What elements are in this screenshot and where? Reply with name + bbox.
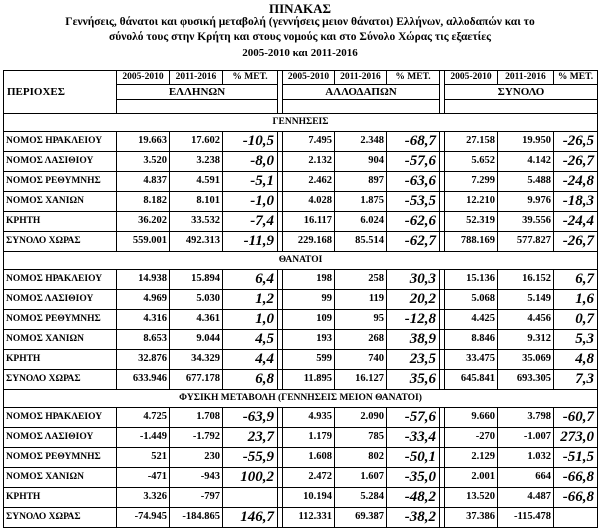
greeks-change-header: % ΜΕΤ.	[223, 71, 278, 85]
region-label: ΝΟΜΟΣ ΡΕΘΥΜΝΗΣ	[4, 448, 117, 468]
percent-change-cell: -7,4	[223, 212, 278, 232]
value-cell: 119	[335, 290, 387, 310]
region-label: ΝΟΜΟΣ ΛΑΣΙΘΙΟΥ	[4, 428, 117, 448]
value-cell: 1.708	[170, 408, 223, 428]
value-cell: 2.462	[283, 172, 335, 192]
total-change-header: % ΜΕΤ.	[554, 71, 598, 85]
percent-change-cell: -68,7	[387, 132, 440, 152]
value-cell: 5.030	[170, 290, 223, 310]
value-cell: 4.361	[170, 310, 223, 330]
region-label: ΣΥΝΟΛΟ ΧΩΡΑΣ	[4, 232, 117, 252]
percent-change-cell: 7,3	[554, 370, 598, 390]
value-cell: 8.101	[170, 192, 223, 212]
percent-change-cell: 35,6	[387, 370, 440, 390]
value-cell: 785	[335, 428, 387, 448]
value-cell: 693.305	[498, 370, 554, 390]
percent-change-cell: -26,5	[554, 132, 598, 152]
percent-change-cell: -48,2	[387, 488, 440, 508]
percent-change-cell: 100,2	[223, 468, 278, 488]
percent-change-cell: -35,0	[387, 468, 440, 488]
value-cell: -1.449	[117, 428, 170, 448]
table-row	[4, 448, 598, 468]
value-cell: -1.007	[498, 428, 554, 448]
region-label: ΝΟΜΟΣ ΗΡΑΚΛΕΙΟΥ	[4, 408, 117, 428]
value-cell: 32.876	[117, 350, 170, 370]
value-cell: 4.725	[117, 408, 170, 428]
value-cell: 2.090	[335, 408, 387, 428]
value-cell: 268	[335, 330, 387, 350]
value-cell: 16.117	[283, 212, 335, 232]
region-label: ΚΡΗΤΗ	[4, 212, 117, 232]
value-cell: 4.935	[283, 408, 335, 428]
value-cell: 198	[283, 270, 335, 290]
value-cell: 2.132	[283, 152, 335, 172]
percent-change-cell: -24,4	[554, 212, 598, 232]
percent-change-cell: 20,2	[387, 290, 440, 310]
table-row	[4, 508, 598, 528]
percent-change-cell: 0,7	[554, 310, 598, 330]
value-cell: 5.068	[445, 290, 498, 310]
percent-change-cell: -50,1	[387, 448, 440, 468]
region-label: ΚΡΗΤΗ	[4, 488, 117, 508]
region-label: ΝΟΜΟΣ ΡΕΘΥΜΝΗΣ	[4, 310, 117, 330]
value-cell: 8.846	[445, 330, 498, 350]
group-header-greeks: ΕΛΛΗΝΩΝ	[117, 85, 278, 100]
table-row	[4, 132, 598, 152]
header-blank	[283, 100, 440, 114]
percent-change-cell: -62,6	[387, 212, 440, 232]
value-cell: 1.607	[335, 468, 387, 488]
greeks-period1-header: 2005-2010	[117, 71, 170, 85]
value-cell: 229.168	[283, 232, 335, 252]
value-cell: 27.158	[445, 132, 498, 152]
percent-change-cell: -63,9	[223, 408, 278, 428]
percent-change-cell: 5,3	[554, 330, 598, 350]
subtitle-line-2: σύνολό τους στην Κρήτη και στους νομούς και στο Σύνολο Χώρας τις εξαετίες	[109, 31, 491, 43]
value-cell: -270	[445, 428, 498, 448]
value-cell: 6.024	[335, 212, 387, 232]
percent-change-cell: -8,0	[223, 152, 278, 172]
value-cell: 16.152	[498, 270, 554, 290]
value-cell: 633.946	[117, 370, 170, 390]
value-cell: 2.472	[283, 468, 335, 488]
table-row	[4, 468, 598, 488]
value-cell: 4.142	[498, 152, 554, 172]
value-cell: 1.875	[335, 192, 387, 212]
percent-change-cell: 6,8	[223, 370, 278, 390]
value-cell: 8.653	[117, 330, 170, 350]
value-cell: 15.136	[445, 270, 498, 290]
percent-change-cell: 1,0	[223, 310, 278, 330]
region-label: ΚΡΗΤΗ	[4, 350, 117, 370]
percent-change-cell: -10,5	[223, 132, 278, 152]
value-cell: 37.386	[445, 508, 498, 528]
region-label: ΝΟΜΟΣ ΧΑΝΙΩΝ	[4, 468, 117, 488]
percent-change-cell	[223, 488, 278, 508]
value-cell: 645.841	[445, 370, 498, 390]
value-cell: 5.652	[445, 152, 498, 172]
value-cell: 11.895	[283, 370, 335, 390]
value-cell: 258	[335, 270, 387, 290]
value-cell: 4.316	[117, 310, 170, 330]
percent-change-cell: -1,0	[223, 192, 278, 212]
percent-change-cell: 23,7	[223, 428, 278, 448]
value-cell: 559.001	[117, 232, 170, 252]
value-cell: 4.591	[170, 172, 223, 192]
statistics-table	[3, 70, 598, 528]
value-cell: 1.032	[498, 448, 554, 468]
table-row	[4, 172, 598, 192]
region-label: ΝΟΜΟΣ ΡΕΘΥΜΝΗΣ	[4, 172, 117, 192]
table-row	[4, 270, 598, 290]
value-cell: -74.945	[117, 508, 170, 528]
percent-change-cell: 6,7	[554, 270, 598, 290]
percent-change-cell: -57,6	[387, 408, 440, 428]
value-cell: 109	[283, 310, 335, 330]
percent-change-cell: -51,5	[554, 448, 598, 468]
value-cell: -943	[170, 468, 223, 488]
percent-change-cell: 6,4	[223, 270, 278, 290]
value-cell: 4.425	[445, 310, 498, 330]
subtitle-line-3: 2005-2010 και 2011-2016	[242, 47, 358, 59]
table-row	[4, 152, 598, 172]
value-cell: 69.387	[335, 508, 387, 528]
value-cell: 52.319	[445, 212, 498, 232]
value-cell: 33.532	[170, 212, 223, 232]
value-cell: -184.865	[170, 508, 223, 528]
region-label: ΝΟΜΟΣ ΧΑΝΙΩΝ	[4, 192, 117, 212]
region-label: ΝΟΜΟΣ ΧΑΝΙΩΝ	[4, 330, 117, 350]
value-cell: 193	[283, 330, 335, 350]
header-blank	[117, 100, 278, 114]
section-title: ΓΕΝΝΗΣΕΙΣ	[4, 114, 598, 132]
percent-change-cell: -66,8	[554, 488, 598, 508]
value-cell: 5.488	[498, 172, 554, 192]
value-cell: 521	[117, 448, 170, 468]
percent-change-cell: -26,7	[554, 152, 598, 172]
foreigners-change-header: % ΜΕΤ.	[387, 71, 440, 85]
value-cell: 19.663	[117, 132, 170, 152]
percent-change-cell: 146,7	[223, 508, 278, 528]
value-cell: 599	[283, 350, 335, 370]
table-row	[4, 330, 598, 350]
region-label: ΝΟΜΟΣ ΛΑΣΙΘΙΟΥ	[4, 290, 117, 310]
section-title: ΘΑΝΑΤΟΙ	[4, 252, 598, 270]
table-title: ΠΙΝΑΚΑΣ	[269, 1, 331, 16]
value-cell: 95	[335, 310, 387, 330]
value-cell: -797	[170, 488, 223, 508]
table-row	[4, 212, 598, 232]
value-cell: 1.608	[283, 448, 335, 468]
percent-change-cell: -62,7	[387, 232, 440, 252]
value-cell: 4.969	[117, 290, 170, 310]
value-cell: 8.182	[117, 192, 170, 212]
subtitle-line-1: Γεννήσεις, θάνατοι και φυσική μεταβολή (γεννήσεις μειον θάνατοι) Ελλήνων, αλλοδαπών και το	[65, 16, 535, 28]
value-cell: 740	[335, 350, 387, 370]
percent-change-cell: -38,2	[387, 508, 440, 528]
region-column-header: ΠΕΡΙΟΧΕΣ	[4, 71, 117, 114]
value-cell: 5.149	[498, 290, 554, 310]
value-cell: 2.001	[445, 468, 498, 488]
table-row	[4, 310, 598, 330]
percent-change-cell: -53,5	[387, 192, 440, 212]
percent-change-cell: -57,6	[387, 152, 440, 172]
region-label: ΝΟΜΟΣ ΛΑΣΙΘΙΟΥ	[4, 152, 117, 172]
value-cell: 19.950	[498, 132, 554, 152]
value-cell: 664	[498, 468, 554, 488]
percent-change-cell: -24,8	[554, 172, 598, 192]
value-cell: 230	[170, 448, 223, 468]
value-cell: 34.329	[170, 350, 223, 370]
value-cell: 3.520	[117, 152, 170, 172]
value-cell: 4.837	[117, 172, 170, 192]
percent-change-cell: 273,0	[554, 428, 598, 448]
percent-change-cell: -33,4	[387, 428, 440, 448]
foreigners-period1-header: 2005-2010	[283, 71, 335, 85]
foreigners-period2-header: 2011-2016	[335, 71, 387, 85]
group-header-foreigners: ΑΛΛΟΔΑΠΩΝ	[283, 85, 440, 100]
percent-change-cell: 1,2	[223, 290, 278, 310]
percent-change-cell: 30,3	[387, 270, 440, 290]
percent-change-cell: -26,7	[554, 232, 598, 252]
table-row	[4, 428, 598, 448]
value-cell: 3.326	[117, 488, 170, 508]
value-cell: 17.602	[170, 132, 223, 152]
value-cell: 4.028	[283, 192, 335, 212]
value-cell: 492.313	[170, 232, 223, 252]
value-cell: 788.169	[445, 232, 498, 252]
table-row	[4, 408, 598, 428]
percent-change-cell: -11,9	[223, 232, 278, 252]
percent-change-cell: -66,8	[554, 468, 598, 488]
value-cell: 897	[335, 172, 387, 192]
value-cell: 577.827	[498, 232, 554, 252]
value-cell: 3.798	[498, 408, 554, 428]
value-cell: 9.312	[498, 330, 554, 350]
section-title: ΦΥΣΙΚΗ ΜΕΤΑΒΟΛΗ (ΓΕΝΝΗΣΕΙΣ ΜΕΙΟΝ ΘΑΝΑΤΟΙ)	[4, 390, 598, 408]
value-cell: 99	[283, 290, 335, 310]
value-cell: 4.456	[498, 310, 554, 330]
value-cell: 12.210	[445, 192, 498, 212]
value-cell: 112.331	[283, 508, 335, 528]
table-row	[4, 290, 598, 310]
value-cell: 9.044	[170, 330, 223, 350]
percent-change-cell: -12,8	[387, 310, 440, 330]
percent-change-cell: -55,9	[223, 448, 278, 468]
region-label: ΝΟΜΟΣ ΗΡΑΚΛΕΙΟΥ	[4, 270, 117, 290]
value-cell: -115.478	[498, 508, 554, 528]
value-cell: 39.556	[498, 212, 554, 232]
value-cell: 9.976	[498, 192, 554, 212]
value-cell: 7.495	[283, 132, 335, 152]
region-label: ΣΥΝΟΛΟ ΧΩΡΑΣ	[4, 508, 117, 528]
region-label: ΝΟΜΟΣ ΗΡΑΚΛΕΙΟΥ	[4, 132, 117, 152]
value-cell: 3.238	[170, 152, 223, 172]
value-cell: -471	[117, 468, 170, 488]
table-row	[4, 232, 598, 252]
value-cell: 7.299	[445, 172, 498, 192]
percent-change-cell: 4,8	[554, 350, 598, 370]
value-cell: 14.938	[117, 270, 170, 290]
value-cell: 904	[335, 152, 387, 172]
value-cell: -1.792	[170, 428, 223, 448]
value-cell: 16.127	[335, 370, 387, 390]
value-cell: 85.514	[335, 232, 387, 252]
percent-change-cell: 38,9	[387, 330, 440, 350]
total-period1-header: 2005-2010	[445, 71, 498, 85]
value-cell: 802	[335, 448, 387, 468]
value-cell: 1.179	[283, 428, 335, 448]
value-cell: 13.520	[445, 488, 498, 508]
value-cell: 35.069	[498, 350, 554, 370]
value-cell: 677.178	[170, 370, 223, 390]
table-row	[4, 370, 598, 390]
value-cell: 36.202	[117, 212, 170, 232]
value-cell: 2.348	[335, 132, 387, 152]
region-label: ΣΥΝΟΛΟ ΧΩΡΑΣ	[4, 370, 117, 390]
header-blank	[445, 100, 598, 114]
percent-change-cell: -60,7	[554, 408, 598, 428]
percent-change-cell: 4,5	[223, 330, 278, 350]
total-period2-header: 2011-2016	[498, 71, 554, 85]
group-header-total: ΣΥΝΟΛΟ	[445, 85, 598, 100]
table-row	[4, 488, 598, 508]
value-cell: 9.660	[445, 408, 498, 428]
value-cell: 10.194	[283, 488, 335, 508]
value-cell: 4.487	[498, 488, 554, 508]
table-row	[4, 192, 598, 212]
table-row	[4, 350, 598, 370]
percent-change-cell: -5,1	[223, 172, 278, 192]
percent-change-cell: 23,5	[387, 350, 440, 370]
value-cell: 33.475	[445, 350, 498, 370]
percent-change-cell: 1,6	[554, 290, 598, 310]
percent-change-cell: -63,6	[387, 172, 440, 192]
value-cell: 2.129	[445, 448, 498, 468]
percent-change-cell	[554, 508, 598, 528]
percent-change-cell: -18,3	[554, 192, 598, 212]
value-cell: 5.284	[335, 488, 387, 508]
value-cell: 15.894	[170, 270, 223, 290]
percent-change-cell: 4,4	[223, 350, 278, 370]
greeks-period2-header: 2011-2016	[170, 71, 223, 85]
